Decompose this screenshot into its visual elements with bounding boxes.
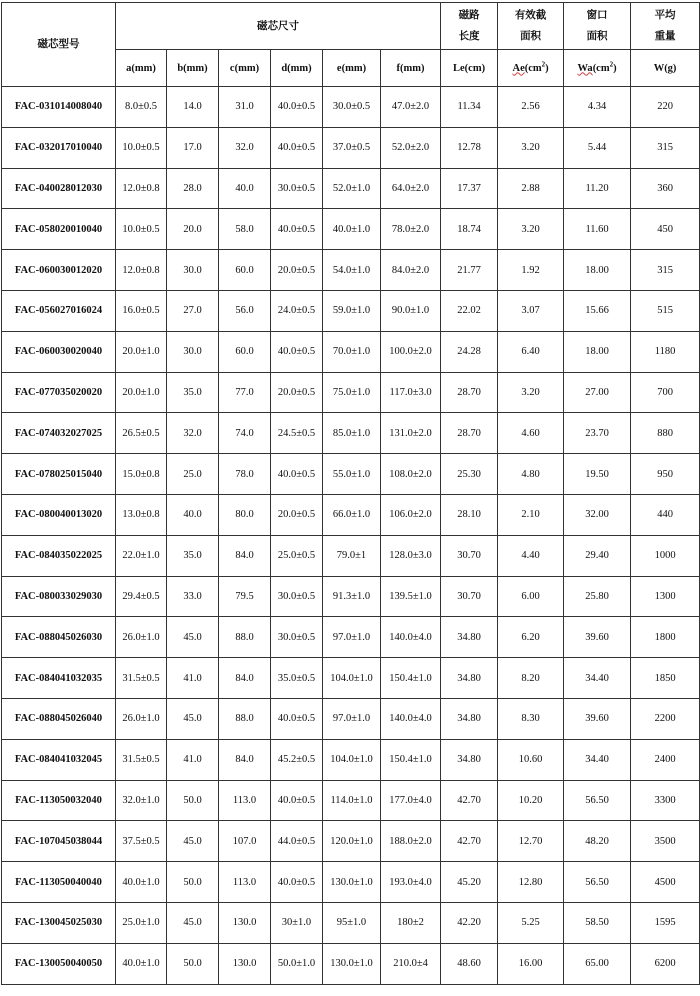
cell-f: 106.0±2.0 xyxy=(381,494,441,535)
cell-c: 113.0 xyxy=(219,862,271,903)
cell-e: 114.0±1.0 xyxy=(323,780,381,821)
cell-model: FAC-080033029030 xyxy=(2,576,116,617)
cell-b: 30.0 xyxy=(167,250,219,291)
cell-a: 20.0±1.0 xyxy=(116,331,167,372)
cell-ae: 10.60 xyxy=(498,739,564,780)
cell-a: 40.0±1.0 xyxy=(116,862,167,903)
table-row xyxy=(2,290,700,331)
cell-weight: 315 xyxy=(631,250,700,291)
cell-model: FAC-077035020020 xyxy=(2,372,116,413)
header-eff-area-l2: 面积 xyxy=(520,31,542,42)
cell-a: 10.0±0.5 xyxy=(116,127,167,168)
cell-weight: 440 xyxy=(631,494,700,535)
cell-d: 40.0±0.5 xyxy=(271,331,323,372)
cell-d: 30.0±0.5 xyxy=(271,576,323,617)
cell-wa: 19.50 xyxy=(564,454,631,495)
table-row xyxy=(2,943,700,984)
cell-c: 84.0 xyxy=(219,535,271,576)
header-wa-post: ) xyxy=(613,62,617,74)
header-row-1 xyxy=(2,3,700,50)
cell-a: 22.0±1.0 xyxy=(116,535,167,576)
cell-a: 12.0±0.8 xyxy=(116,168,167,209)
cell-model: FAC-060030012020 xyxy=(2,250,116,291)
cell-a: 8.0±0.5 xyxy=(116,87,167,128)
cell-f: 84.0±2.0 xyxy=(381,250,441,291)
header-col-c: c(mm) xyxy=(219,50,271,87)
cell-le: 34.80 xyxy=(441,739,498,780)
cell-ae: 3.20 xyxy=(498,372,564,413)
cell-d: 30.0±0.5 xyxy=(271,617,323,658)
cell-wa: 11.60 xyxy=(564,209,631,250)
header-size-group: 磁芯尺寸 xyxy=(116,3,441,50)
cell-c: 88.0 xyxy=(219,617,271,658)
cell-model: FAC-088045026040 xyxy=(2,698,116,739)
cell-b: 32.0 xyxy=(167,413,219,454)
cell-e: 37.0±0.5 xyxy=(323,127,381,168)
table-row xyxy=(2,739,700,780)
cell-b: 40.0 xyxy=(167,494,219,535)
cell-a: 26.0±1.0 xyxy=(116,698,167,739)
cell-ae: 6.00 xyxy=(498,576,564,617)
header-path-length xyxy=(441,3,498,50)
cell-ae: 2.56 xyxy=(498,87,564,128)
cell-wa: 56.50 xyxy=(564,780,631,821)
cell-b: 45.0 xyxy=(167,698,219,739)
header-avg-weight-l2: 重量 xyxy=(654,31,676,42)
cell-e: 59.0±1.0 xyxy=(323,290,381,331)
cell-a: 15.0±0.8 xyxy=(116,454,167,495)
cell-wa: 11.20 xyxy=(564,168,631,209)
header-ae-sup: 2 xyxy=(541,60,546,68)
cell-d: 20.0±0.5 xyxy=(271,372,323,413)
cell-d: 40.0±0.5 xyxy=(271,780,323,821)
cell-le: 30.70 xyxy=(441,576,498,617)
cell-model: FAC-107045038044 xyxy=(2,821,116,862)
cell-e: 97.0±1.0 xyxy=(323,617,381,658)
cell-le: 42.70 xyxy=(441,780,498,821)
cell-wa: 39.60 xyxy=(564,617,631,658)
header-ae-unit xyxy=(498,50,564,87)
cell-model: FAC-078025015040 xyxy=(2,454,116,495)
table-row xyxy=(2,617,700,658)
cell-d: 20.0±0.5 xyxy=(271,494,323,535)
cell-b: 50.0 xyxy=(167,943,219,984)
cell-model: FAC-084035022025 xyxy=(2,535,116,576)
cell-f: 140.0±4.0 xyxy=(381,698,441,739)
cell-model: FAC-113050040040 xyxy=(2,862,116,903)
cell-a: 13.0±0.8 xyxy=(116,494,167,535)
cell-a: 12.0±0.8 xyxy=(116,250,167,291)
cell-wa: 4.34 xyxy=(564,87,631,128)
cell-a: 25.0±1.0 xyxy=(116,902,167,943)
cell-f: 47.0±2.0 xyxy=(381,87,441,128)
cell-b: 27.0 xyxy=(167,290,219,331)
cell-e: 97.0±1.0 xyxy=(323,698,381,739)
cell-f: 180±2 xyxy=(381,902,441,943)
cell-weight: 515 xyxy=(631,290,700,331)
cell-ae: 3.20 xyxy=(498,127,564,168)
header-window-area xyxy=(564,3,631,50)
cell-c: 56.0 xyxy=(219,290,271,331)
cell-c: 58.0 xyxy=(219,209,271,250)
cell-f: 193.0±4.0 xyxy=(381,862,441,903)
cell-ae: 10.20 xyxy=(498,780,564,821)
table-row xyxy=(2,127,700,168)
cell-model: FAC-032017010040 xyxy=(2,127,116,168)
cell-weight: 6200 xyxy=(631,943,700,984)
cell-model: FAC-084041032035 xyxy=(2,658,116,699)
cell-f: 188.0±2.0 xyxy=(381,821,441,862)
header-window-area-l2: 面积 xyxy=(586,31,608,42)
cell-d: 24.5±0.5 xyxy=(271,413,323,454)
cell-f: 150.4±1.0 xyxy=(381,658,441,699)
cell-c: 78.0 xyxy=(219,454,271,495)
cell-le: 17.37 xyxy=(441,168,498,209)
cell-weight: 220 xyxy=(631,87,700,128)
cell-c: 40.0 xyxy=(219,168,271,209)
cell-weight: 1595 xyxy=(631,902,700,943)
header-wa-unit xyxy=(564,50,631,87)
cell-e: 130.0±1.0 xyxy=(323,943,381,984)
header-eff-area xyxy=(498,3,564,50)
cell-f: 108.0±2.0 xyxy=(381,454,441,495)
cell-ae: 1.92 xyxy=(498,250,564,291)
header-wa-mid: (cm xyxy=(592,62,610,74)
cell-c: 31.0 xyxy=(219,87,271,128)
cell-weight: 2200 xyxy=(631,698,700,739)
cell-d: 30.0±0.5 xyxy=(271,168,323,209)
cell-c: 60.0 xyxy=(219,331,271,372)
cell-e: 70.0±1.0 xyxy=(323,331,381,372)
cell-wa: 29.40 xyxy=(564,535,631,576)
cell-wa: 23.70 xyxy=(564,413,631,454)
cell-wa: 48.20 xyxy=(564,821,631,862)
cell-f: 100.0±2.0 xyxy=(381,331,441,372)
header-col-f: f(mm) xyxy=(381,50,441,87)
cell-le: 21.77 xyxy=(441,250,498,291)
header-wa-abbr: Wa xyxy=(577,62,593,74)
cell-a: 26.5±0.5 xyxy=(116,413,167,454)
header-avg-weight-l1: 平均 xyxy=(654,10,676,21)
cell-model: FAC-130045025030 xyxy=(2,902,116,943)
cell-a: 31.5±0.5 xyxy=(116,739,167,780)
table-row xyxy=(2,372,700,413)
cell-e: 55.0±1.0 xyxy=(323,454,381,495)
table-row xyxy=(2,576,700,617)
cell-le: 24.28 xyxy=(441,331,498,372)
cell-e: 104.0±1.0 xyxy=(323,739,381,780)
cell-a: 16.0±0.5 xyxy=(116,290,167,331)
cell-model: FAC-074032027025 xyxy=(2,413,116,454)
cell-d: 45.2±0.5 xyxy=(271,739,323,780)
cell-le: 12.78 xyxy=(441,127,498,168)
cell-d: 20.0±0.5 xyxy=(271,250,323,291)
table-row xyxy=(2,209,700,250)
cell-c: 130.0 xyxy=(219,902,271,943)
cell-wa: 34.40 xyxy=(564,739,631,780)
cell-weight: 1300 xyxy=(631,576,700,617)
cell-d: 40.0±0.5 xyxy=(271,87,323,128)
table-body xyxy=(2,87,700,985)
table-row xyxy=(2,902,700,943)
table-row xyxy=(2,780,700,821)
cell-c: 88.0 xyxy=(219,698,271,739)
cell-model: FAC-080040013020 xyxy=(2,494,116,535)
cell-le: 34.80 xyxy=(441,617,498,658)
cell-ae: 4.60 xyxy=(498,413,564,454)
cell-f: 64.0±2.0 xyxy=(381,168,441,209)
cell-d: 44.0±0.5 xyxy=(271,821,323,862)
cell-weight: 3500 xyxy=(631,821,700,862)
cell-a: 10.0±0.5 xyxy=(116,209,167,250)
header-w-unit: W(g) xyxy=(631,50,700,87)
table-row xyxy=(2,821,700,862)
cell-ae: 12.80 xyxy=(498,862,564,903)
cell-le: 34.80 xyxy=(441,698,498,739)
header-col-a: a(mm) xyxy=(116,50,167,87)
cell-weight: 3300 xyxy=(631,780,700,821)
cell-weight: 1180 xyxy=(631,331,700,372)
cell-f: 52.0±2.0 xyxy=(381,127,441,168)
cell-b: 35.0 xyxy=(167,535,219,576)
table-row xyxy=(2,658,700,699)
cell-weight: 1850 xyxy=(631,658,700,699)
cell-f: 131.0±2.0 xyxy=(381,413,441,454)
cell-e: 120.0±1.0 xyxy=(323,821,381,862)
table-row xyxy=(2,535,700,576)
cell-ae: 6.40 xyxy=(498,331,564,372)
cell-wa: 27.00 xyxy=(564,372,631,413)
cell-model: FAC-060030020040 xyxy=(2,331,116,372)
cell-b: 33.0 xyxy=(167,576,219,617)
header-avg-weight xyxy=(631,3,700,50)
cell-e: 91.3±1.0 xyxy=(323,576,381,617)
cell-model: FAC-130050040050 xyxy=(2,943,116,984)
cell-weight: 1800 xyxy=(631,617,700,658)
header-ae-mid: (cm xyxy=(524,62,542,74)
cell-weight: 880 xyxy=(631,413,700,454)
cell-ae: 4.40 xyxy=(498,535,564,576)
header-window-area-l1: 窗口 xyxy=(586,10,608,21)
cell-e: 66.0±1.0 xyxy=(323,494,381,535)
cell-f: 117.0±3.0 xyxy=(381,372,441,413)
header-col-e: e(mm) xyxy=(323,50,381,87)
cell-f: 177.0±4.0 xyxy=(381,780,441,821)
cell-b: 14.0 xyxy=(167,87,219,128)
header-eff-area-l1: 有效截 xyxy=(514,10,547,21)
header-path-length-l1: 磁路 xyxy=(458,10,480,21)
cell-weight: 700 xyxy=(631,372,700,413)
table-row xyxy=(2,494,700,535)
cell-b: 45.0 xyxy=(167,902,219,943)
cell-a: 31.5±0.5 xyxy=(116,658,167,699)
cell-b: 45.0 xyxy=(167,617,219,658)
cell-weight: 315 xyxy=(631,127,700,168)
cell-b: 45.0 xyxy=(167,821,219,862)
cell-ae: 4.80 xyxy=(498,454,564,495)
table-row xyxy=(2,168,700,209)
cell-ae: 3.20 xyxy=(498,209,564,250)
table-row xyxy=(2,250,700,291)
cell-b: 25.0 xyxy=(167,454,219,495)
cell-d: 50.0±1.0 xyxy=(271,943,323,984)
cell-c: 77.0 xyxy=(219,372,271,413)
cell-wa: 18.00 xyxy=(564,331,631,372)
header-col-d: d(mm) xyxy=(271,50,323,87)
cell-le: 48.60 xyxy=(441,943,498,984)
cell-b: 50.0 xyxy=(167,862,219,903)
cell-e: 52.0±1.0 xyxy=(323,168,381,209)
cell-ae: 2.10 xyxy=(498,494,564,535)
cell-f: 78.0±2.0 xyxy=(381,209,441,250)
cell-wa: 39.60 xyxy=(564,698,631,739)
cell-ae: 8.20 xyxy=(498,658,564,699)
cell-a: 20.0±1.0 xyxy=(116,372,167,413)
cell-le: 25.30 xyxy=(441,454,498,495)
header-wa-sup: 2 xyxy=(609,60,614,68)
cell-d: 40.0±0.5 xyxy=(271,862,323,903)
cell-model: FAC-058020010040 xyxy=(2,209,116,250)
cell-b: 35.0 xyxy=(167,372,219,413)
header-model: 磁芯型号 xyxy=(2,3,116,87)
cell-model: FAC-113050032040 xyxy=(2,780,116,821)
cell-wa: 34.40 xyxy=(564,658,631,699)
cell-le: 22.02 xyxy=(441,290,498,331)
cell-model: FAC-084041032045 xyxy=(2,739,116,780)
cell-f: 210.0±4 xyxy=(381,943,441,984)
cell-b: 28.0 xyxy=(167,168,219,209)
cell-d: 40.0±0.5 xyxy=(271,698,323,739)
cell-le: 42.70 xyxy=(441,821,498,862)
cell-le: 45.20 xyxy=(441,862,498,903)
cell-le: 11.34 xyxy=(441,87,498,128)
cell-c: 74.0 xyxy=(219,413,271,454)
table-row xyxy=(2,698,700,739)
table-row xyxy=(2,331,700,372)
cell-d: 25.0±0.5 xyxy=(271,535,323,576)
cell-f: 150.4±1.0 xyxy=(381,739,441,780)
cell-ae: 12.70 xyxy=(498,821,564,862)
cell-e: 130.0±1.0 xyxy=(323,862,381,903)
cell-e: 54.0±1.0 xyxy=(323,250,381,291)
cell-e: 85.0±1.0 xyxy=(323,413,381,454)
cell-wa: 18.00 xyxy=(564,250,631,291)
cell-b: 41.0 xyxy=(167,658,219,699)
cell-wa: 65.00 xyxy=(564,943,631,984)
cell-ae: 8.30 xyxy=(498,698,564,739)
cell-model: FAC-056027016024 xyxy=(2,290,116,331)
cell-c: 107.0 xyxy=(219,821,271,862)
cell-c: 60.0 xyxy=(219,250,271,291)
cell-model: FAC-040028012030 xyxy=(2,168,116,209)
cell-e: 95±1.0 xyxy=(323,902,381,943)
cell-le: 28.70 xyxy=(441,372,498,413)
cell-a: 29.4±0.5 xyxy=(116,576,167,617)
cell-a: 26.0±1.0 xyxy=(116,617,167,658)
cell-a: 32.0±1.0 xyxy=(116,780,167,821)
cell-ae: 5.25 xyxy=(498,902,564,943)
cell-c: 130.0 xyxy=(219,943,271,984)
cell-c: 113.0 xyxy=(219,780,271,821)
cell-b: 30.0 xyxy=(167,331,219,372)
cell-d: 24.0±0.5 xyxy=(271,290,323,331)
table-row xyxy=(2,413,700,454)
cell-le: 28.70 xyxy=(441,413,498,454)
cell-c: 32.0 xyxy=(219,127,271,168)
cell-f: 90.0±1.0 xyxy=(381,290,441,331)
cell-f: 139.5±1.0 xyxy=(381,576,441,617)
cell-weight: 4500 xyxy=(631,862,700,903)
cell-wa: 5.44 xyxy=(564,127,631,168)
header-ae-post: ) xyxy=(545,62,549,74)
cell-le: 18.74 xyxy=(441,209,498,250)
cell-weight: 360 xyxy=(631,168,700,209)
cell-e: 40.0±1.0 xyxy=(323,209,381,250)
cell-ae: 6.20 xyxy=(498,617,564,658)
cell-d: 35.0±0.5 xyxy=(271,658,323,699)
cell-le: 42.20 xyxy=(441,902,498,943)
header-col-b: b(mm) xyxy=(167,50,219,87)
cell-wa: 56.50 xyxy=(564,862,631,903)
cell-weight: 950 xyxy=(631,454,700,495)
cell-e: 75.0±1.0 xyxy=(323,372,381,413)
cell-c: 84.0 xyxy=(219,739,271,780)
cell-a: 40.0±1.0 xyxy=(116,943,167,984)
cell-f: 128.0±3.0 xyxy=(381,535,441,576)
cell-model: FAC-031014008040 xyxy=(2,87,116,128)
cell-c: 80.0 xyxy=(219,494,271,535)
cell-e: 104.0±1.0 xyxy=(323,658,381,699)
cell-weight: 450 xyxy=(631,209,700,250)
cell-b: 20.0 xyxy=(167,209,219,250)
cell-c: 79.5 xyxy=(219,576,271,617)
cell-wa: 25.80 xyxy=(564,576,631,617)
cell-b: 41.0 xyxy=(167,739,219,780)
cell-a: 37.5±0.5 xyxy=(116,821,167,862)
cell-f: 140.0±4.0 xyxy=(381,617,441,658)
table-row xyxy=(2,862,700,903)
core-spec-table xyxy=(1,2,700,985)
cell-d: 40.0±0.5 xyxy=(271,127,323,168)
cell-wa: 58.50 xyxy=(564,902,631,943)
cell-d: 30±1.0 xyxy=(271,902,323,943)
header-le-unit: Le(cm) xyxy=(441,50,498,87)
cell-le: 28.10 xyxy=(441,494,498,535)
cell-d: 40.0±0.5 xyxy=(271,209,323,250)
cell-e: 30.0±0.5 xyxy=(323,87,381,128)
cell-ae: 2.88 xyxy=(498,168,564,209)
cell-ae: 3.07 xyxy=(498,290,564,331)
cell-b: 17.0 xyxy=(167,127,219,168)
cell-le: 30.70 xyxy=(441,535,498,576)
header-path-length-l2: 长度 xyxy=(458,31,480,42)
table-row xyxy=(2,87,700,128)
cell-weight: 1000 xyxy=(631,535,700,576)
table-row xyxy=(2,454,700,495)
cell-model: FAC-088045026030 xyxy=(2,617,116,658)
cell-wa: 32.00 xyxy=(564,494,631,535)
header-ae-abbr: Ae xyxy=(512,62,525,74)
cell-c: 84.0 xyxy=(219,658,271,699)
cell-b: 50.0 xyxy=(167,780,219,821)
cell-e: 79.0±1 xyxy=(323,535,381,576)
cell-d: 40.0±0.5 xyxy=(271,454,323,495)
cell-wa: 15.66 xyxy=(564,290,631,331)
cell-ae: 16.00 xyxy=(498,943,564,984)
cell-weight: 2400 xyxy=(631,739,700,780)
cell-le: 34.80 xyxy=(441,658,498,699)
